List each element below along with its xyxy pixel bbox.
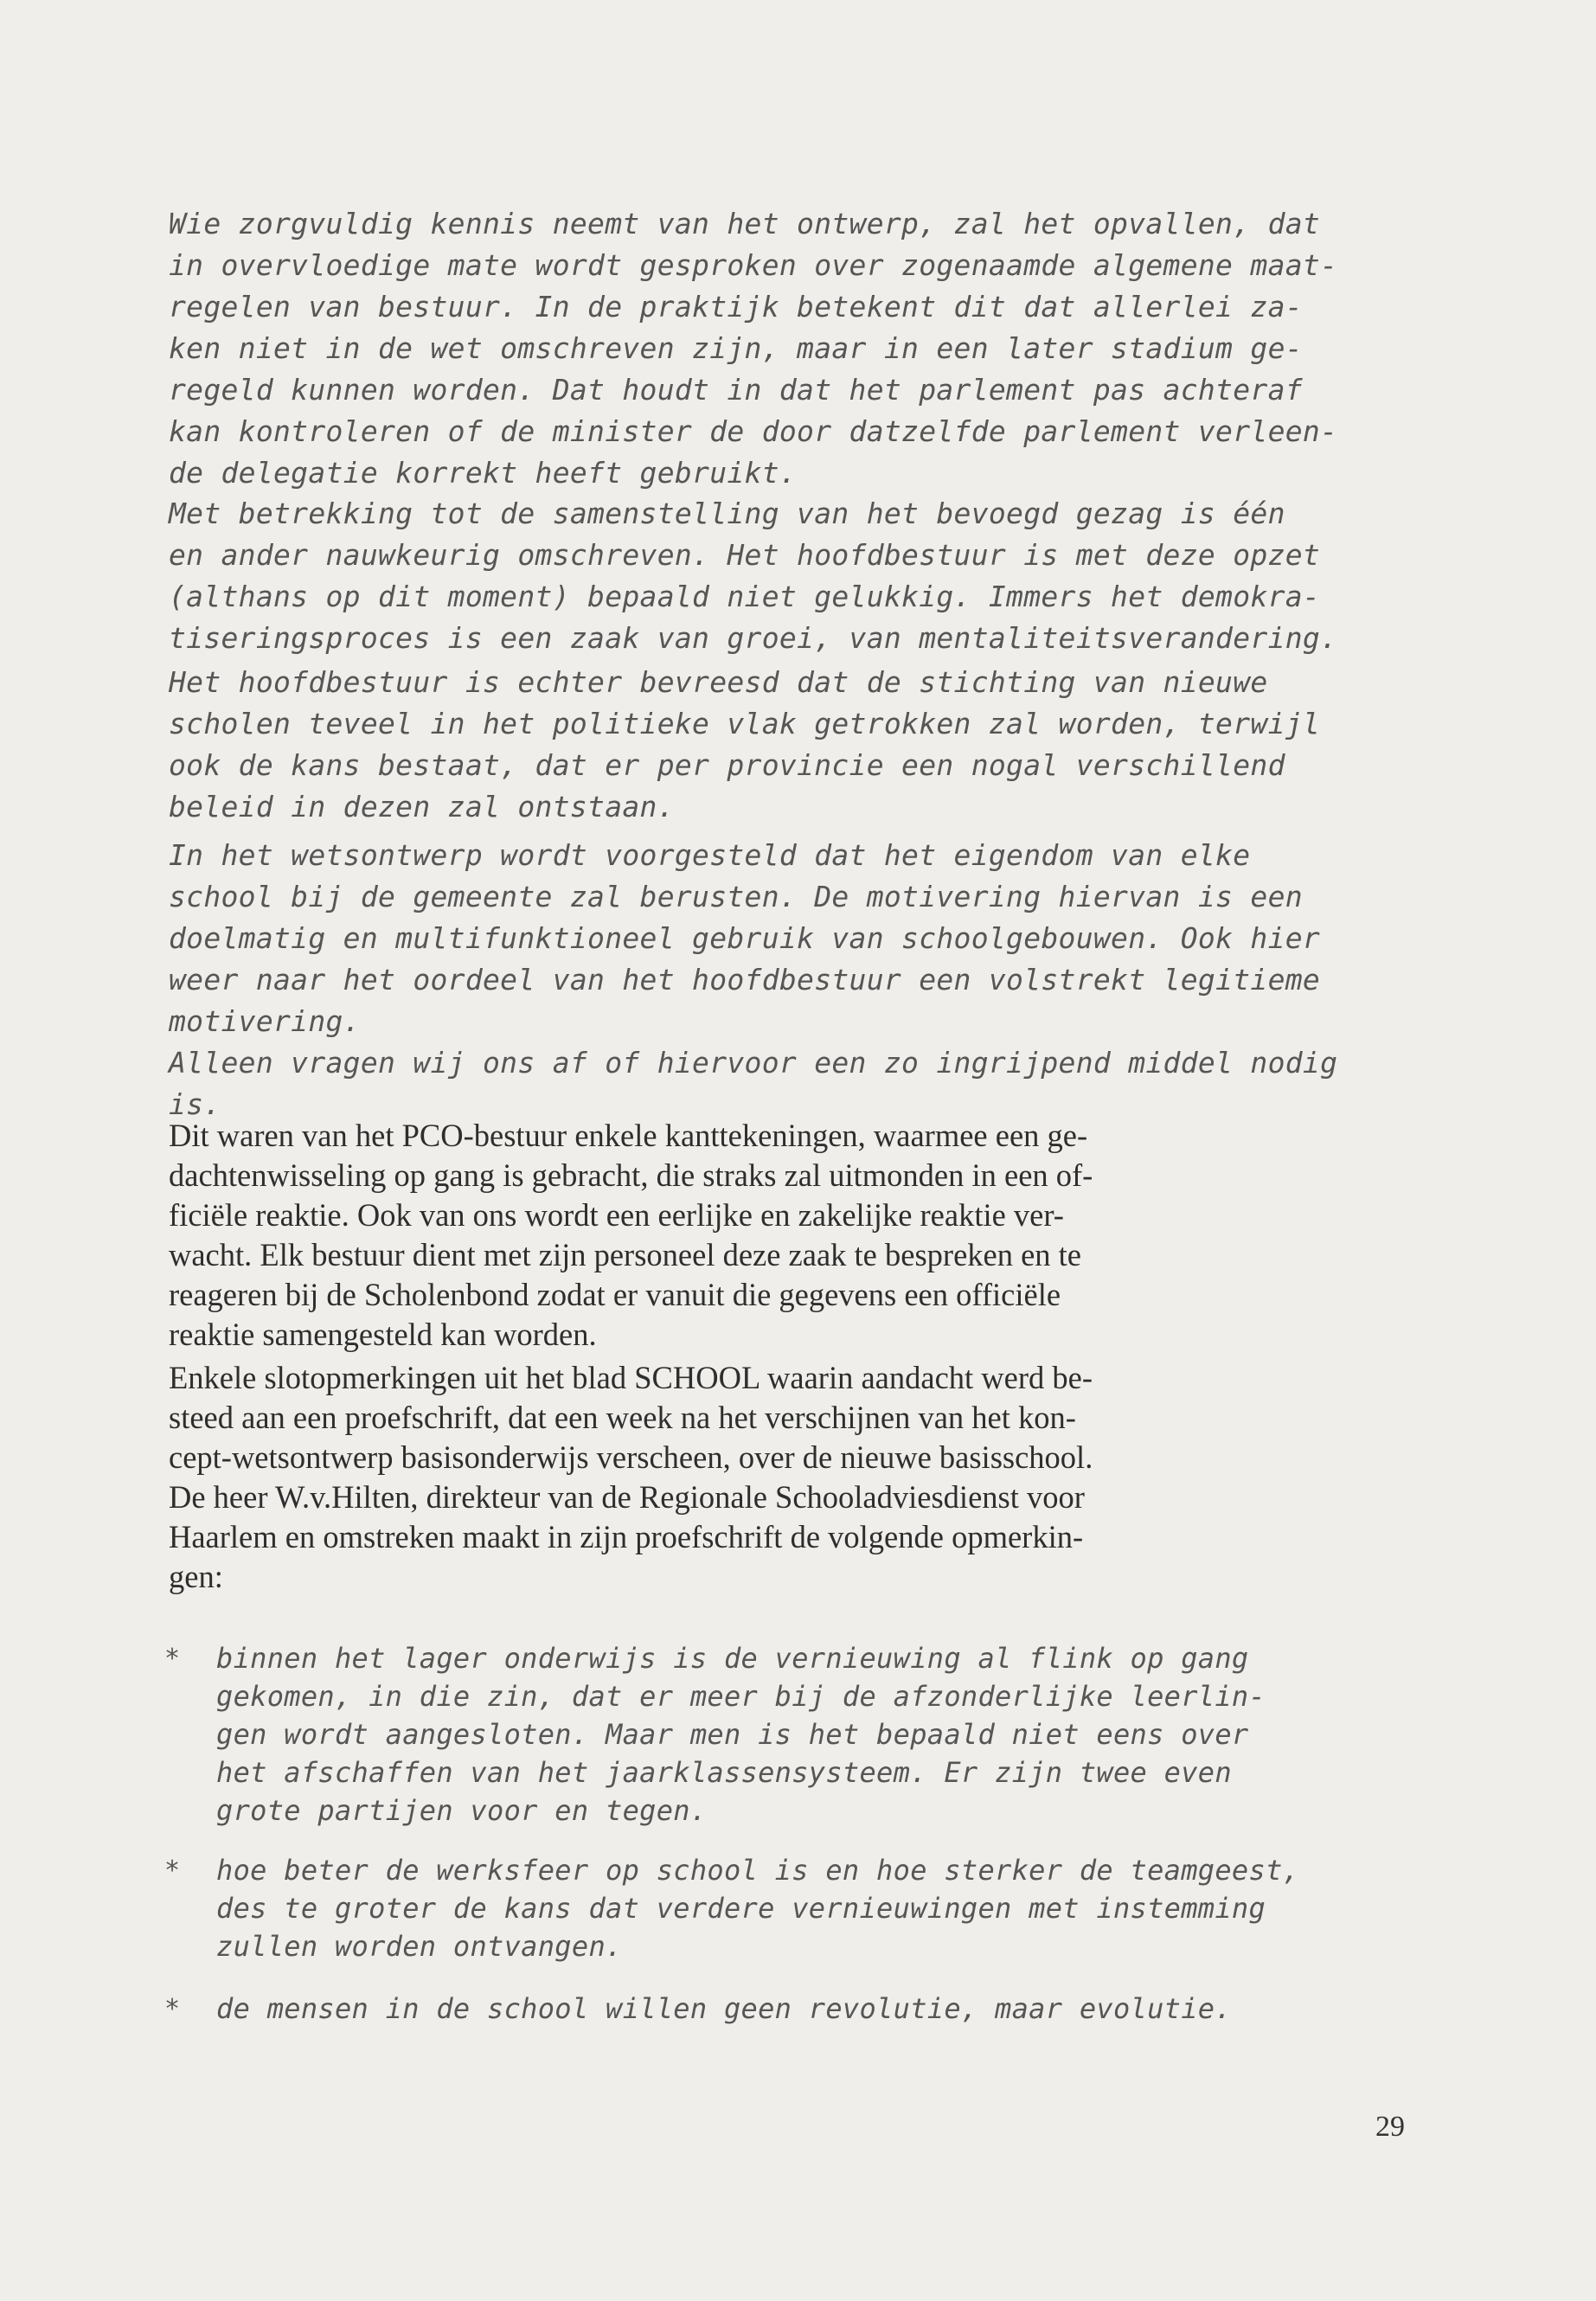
text-line: Alleen vragen wij ons af of hiervoor een zo ingrijpend middel nodig [169,1046,1338,1080]
text-line: In het wetsontwerp wordt voorgesteld dat het eigendom van elke [169,838,1251,872]
text-line: reageren bij de Scholenbond zodat er vanuit die gegevens een officiële [169,1277,1061,1312]
text-line: gekomen, in die zin, dat er meer bij de afzonderlijke leerlin- [216,1680,1266,1713]
text-line: gen wordt aangesloten. Maar men is het bepaald niet eens over [216,1718,1249,1751]
text-line: grote partijen voor en tegen. [216,1794,708,1827]
paragraph-ontwerp [169,203,1432,494]
text-line: gen: [169,1559,223,1594]
text-line: De heer W.v.Hilten, direkteur van de Regionale Schooladviesdienst voor [169,1479,1085,1515]
text-line: scholen teveel in het politieke vlak getrokken zal worden, terwijl [169,707,1321,740]
text-line: is. [169,1087,221,1121]
text-line: Dit waren van het PCO-bestuur enkele kanttekeningen, waarmee een ge- [169,1118,1088,1153]
text-line: weer naar het oordeel van het hoofdbestuur een volstrekt legitieme [169,963,1321,997]
paragraph-stichting [169,662,1432,828]
text-line: school bij de gemeente zal berusten. De motivering hiervan is een [169,880,1303,913]
text-line: tiseringsproces is een zaak van groei, van mentaliteitsverandering. [169,621,1338,655]
text-line: Met betrekking tot de samenstelling van het bevoegd gezag is één [169,497,1285,530]
paragraph-samenstelling [169,493,1432,659]
text-line: en ander nauwkeurig omschreven. Het hoofdbestuur is met deze opzet [169,538,1321,572]
paragraph-slotopmerkingen [169,1358,1432,1597]
text-line: het afschaffen van het jaarklassensysteem. Er zijn twee even [216,1756,1232,1789]
text-line: de mensen in de school willen geen revolutie, maar evolutie. [216,1992,1232,2025]
text-line: de delegatie korrekt heeft gebruikt. [169,456,798,490]
text-line: regelen van bestuur. In de praktijk betekent dit dat allerlei za- [169,290,1303,324]
text-line: Enkele slotopmerkingen uit het blad SCHOOL waarin aandacht werd be- [169,1360,1093,1395]
text-line: Wie zorgvuldig kennis neemt van het ontwerp, zal het opvallen, dat [169,207,1321,240]
text-line: doelmatig en multifunktioneel gebruik van schoolgebouwen. Ook hier [169,921,1321,955]
text-line: Het hoofdbestuur is echter bevreesd dat de stichting van nieuwe [169,665,1268,699]
text-line: des te groter de kans dat verdere vernieuwingen met instemming [216,1892,1266,1925]
text-line: zullen worden ontvangen. [216,1930,623,1963]
text-line: reaktie samengesteld kan worden. [169,1317,597,1352]
text-line: in overvloedige mate wordt gesproken over zogenaamde algemene maat- [169,248,1338,282]
bullet-text [216,1990,1427,2028]
text-line: ook de kans bestaat, dat er per provincie een nogal verschillend [169,748,1285,782]
text-line: ken niet in de wet omschreven zijn, maar in een later stadium ge- [169,331,1303,365]
text-line: ficiële reaktie. Ook van ons wordt een eerlijke en zakelijke reaktie ver- [169,1197,1064,1233]
text-line: (althans op dit moment) bepaald niet gelukkig. Immers het demokra- [169,580,1321,613]
bullet-text [216,1639,1427,1830]
bullet-marker: * [164,1994,181,2024]
text-line: beleid in dezen zal ontstaan. [169,790,675,824]
text-line: cept-wetsontwerp basisonderwijs verscheen, over de nieuwe basisschool. [169,1439,1093,1475]
text-line: dachtenwisseling op gang is gebracht, die straks zal uitmonden in een of- [169,1157,1093,1193]
text-line: Haarlem en omstreken maakt in zijn proefschrift de volgende opmerkin- [169,1519,1084,1554]
text-line: kan kontroleren of de minister de door datzelfde parlement verleen- [169,414,1338,448]
bullet-text [216,1851,1427,1965]
page-number: 29 [1375,2111,1405,2143]
bullet-marker: * [164,1644,181,1674]
text-line: binnen het lager onderwijs is de vernieuwing al flink op gang [216,1642,1249,1675]
paragraph-eigendom [169,835,1432,1125]
text-line: steed aan een proefschrift, dat een week na het verschijnen van het kon- [169,1400,1076,1435]
text-line: motivering. [169,1004,361,1038]
text-line: hoe beter de werksfeer op school is en hoe sterker de teamgeest, [216,1854,1300,1887]
text-line: regeld kunnen worden. Dat houdt in dat het parlement pas achteraf [169,373,1303,407]
bullet-marker: * [164,1856,181,1886]
text-line: wacht. Elk bestuur dient met zijn personeel deze zaak te bespreken en te [169,1237,1082,1272]
paragraph-kanttekeningen [169,1116,1432,1355]
